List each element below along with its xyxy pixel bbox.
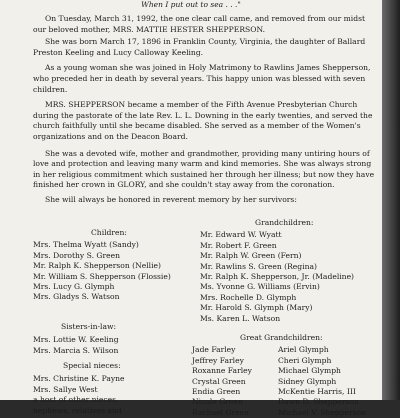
- relatives-note: a host of other nieces,: [33, 395, 119, 405]
- great-grandchildren-section: [190, 333, 380, 417]
- special-nieces-section: [33, 361, 193, 416]
- child-name: Mrs. Gladys S. Watson: [33, 292, 120, 302]
- grandchild-name: Ms. Karen L. Watson: [200, 313, 281, 323]
- niece-name: Mrs. Christine K. Payne: [33, 374, 125, 384]
- grandchild-name: Mr. Edward W. Wyatt: [200, 230, 282, 240]
- page-edge-shadow: [382, 0, 400, 400]
- grandchild-name: Mr. Ralph W. Green (Fern): [200, 251, 302, 261]
- paragraph-survivors-intro: She will always be honored in reverent memory by her survivors:: [45, 194, 297, 204]
- paragraph-marriage: As a young woman she was joined in Holy Matrimony to Rawlins James Shepperson, who preceded her in death by several years. This happy union was blessed with seven children.: [33, 63, 371, 94]
- sister-in-law-name: Mrs. Lottie W. Keeling: [33, 335, 119, 345]
- epigraph: When I put out to sea . . .": [141, 0, 241, 9]
- paragraph-church: MRS. SHEPPERSON became a member of the Fifth Avenue Presbyterian Church during the pastorate of the late Rev. L. L. Downing in the early twenties, and served the church faithfully until she became disabled. She served as a member of the Women's organizations and on the Deacon Board.: [33, 100, 373, 141]
- grandchildren-heading: Grandchildren:: [255, 218, 314, 227]
- child-name: Mrs. Lucy G. Glymph: [33, 282, 115, 292]
- great-grandchild-name: McKentie Harris, III: [278, 387, 356, 397]
- great-grandchild-name: Dawn D. Shepperson: [278, 397, 359, 407]
- paragraph-death: On Tuesday, March 31, 1992, the one clear call came, and removed from our midst our beloved mother, MRS. MATTIE HESTER SHEPPERSON.: [33, 14, 366, 34]
- great-grandchild-name: Cheri Glymph: [278, 355, 332, 365]
- children-section: [33, 228, 193, 303]
- grandchild-name: Mrs. Rochelle D. Glymph: [200, 292, 297, 302]
- paragraph-character: She was a devoted wife, mother and grandmother, providing many untiring hours of love and protection and leaving many warm and kind memories. She was always strong in her religious commitment which sustained her through her illness; but now they have finished her crown in GLORY, and she couldn't stay away from the coronation.: [33, 148, 375, 190]
- grandchild-name: Mr. Robert F. Green: [200, 240, 277, 250]
- great-grandchild-name: Ariel Glymph: [278, 345, 329, 355]
- grandchild-name: Mr. Rawlins S. Green (Regina): [200, 261, 317, 271]
- obituary-body: [33, 14, 375, 206]
- great-grandchild-name: Crystal Green: [192, 376, 246, 386]
- great-grandchild-name: Michael V. Shepperson: [278, 407, 366, 417]
- great-grandchild-name: Roxanne Farley: [192, 366, 252, 376]
- child-name: Mrs. Dorothy S. Green: [33, 250, 120, 260]
- sisters-in-law-section: [33, 322, 193, 356]
- niece-name: Mrs. Sallye West: [33, 384, 98, 394]
- great-grandchild-name: Sidney Glymph: [278, 376, 337, 386]
- child-name: Mr. Ralph K. Shepperson (Nellie): [33, 261, 161, 271]
- child-name: Mrs. Thelma Wyatt (Sandy): [33, 240, 139, 250]
- great-grandchildren-column-1: [192, 345, 252, 418]
- great-grandchild-name: Michael Glymph: [278, 366, 341, 376]
- great-grandchildren-heading: Great Grandchildren:: [240, 333, 323, 342]
- children-heading: Children:: [91, 228, 127, 237]
- grandchild-name: Mr. Ralph K. Shepperson, Jr. (Madeline): [200, 272, 355, 282]
- great-grandchild-name: Rachael Green: [192, 407, 250, 417]
- child-name: Mr. William S. Shepperson (Flossie): [33, 271, 171, 281]
- great-grandchild-name: Jade Farley: [192, 345, 236, 355]
- paragraph-birth: She was born March 17, 1896 in Franklin County, Virginia, the daughter of Ballard Preston Keeling and Lucy Calloway Keeling.: [33, 37, 366, 57]
- special-nieces-heading: Special nieces:: [63, 361, 121, 370]
- great-grandchild-name: Nicole Green: [192, 397, 243, 407]
- great-grandchildren-column-2: [278, 345, 366, 418]
- grandchildren-section: [200, 218, 378, 324]
- sister-in-law-name: Mrs. Marcia S. Wilson: [33, 345, 119, 355]
- great-grandchild-name: Jeffrey Farley: [192, 355, 244, 365]
- grandchild-name: Mr. Harold S. Glymph (Mary): [200, 303, 313, 313]
- sisters-in-law-heading: Sisters-in-law:: [61, 322, 117, 331]
- grandchild-name: Ms. Yvonne G. Williams (Ervin): [200, 282, 320, 292]
- great-grandchild-name: Endia Green: [192, 387, 241, 397]
- relatives-note: nephews, relatives and: [33, 405, 122, 415]
